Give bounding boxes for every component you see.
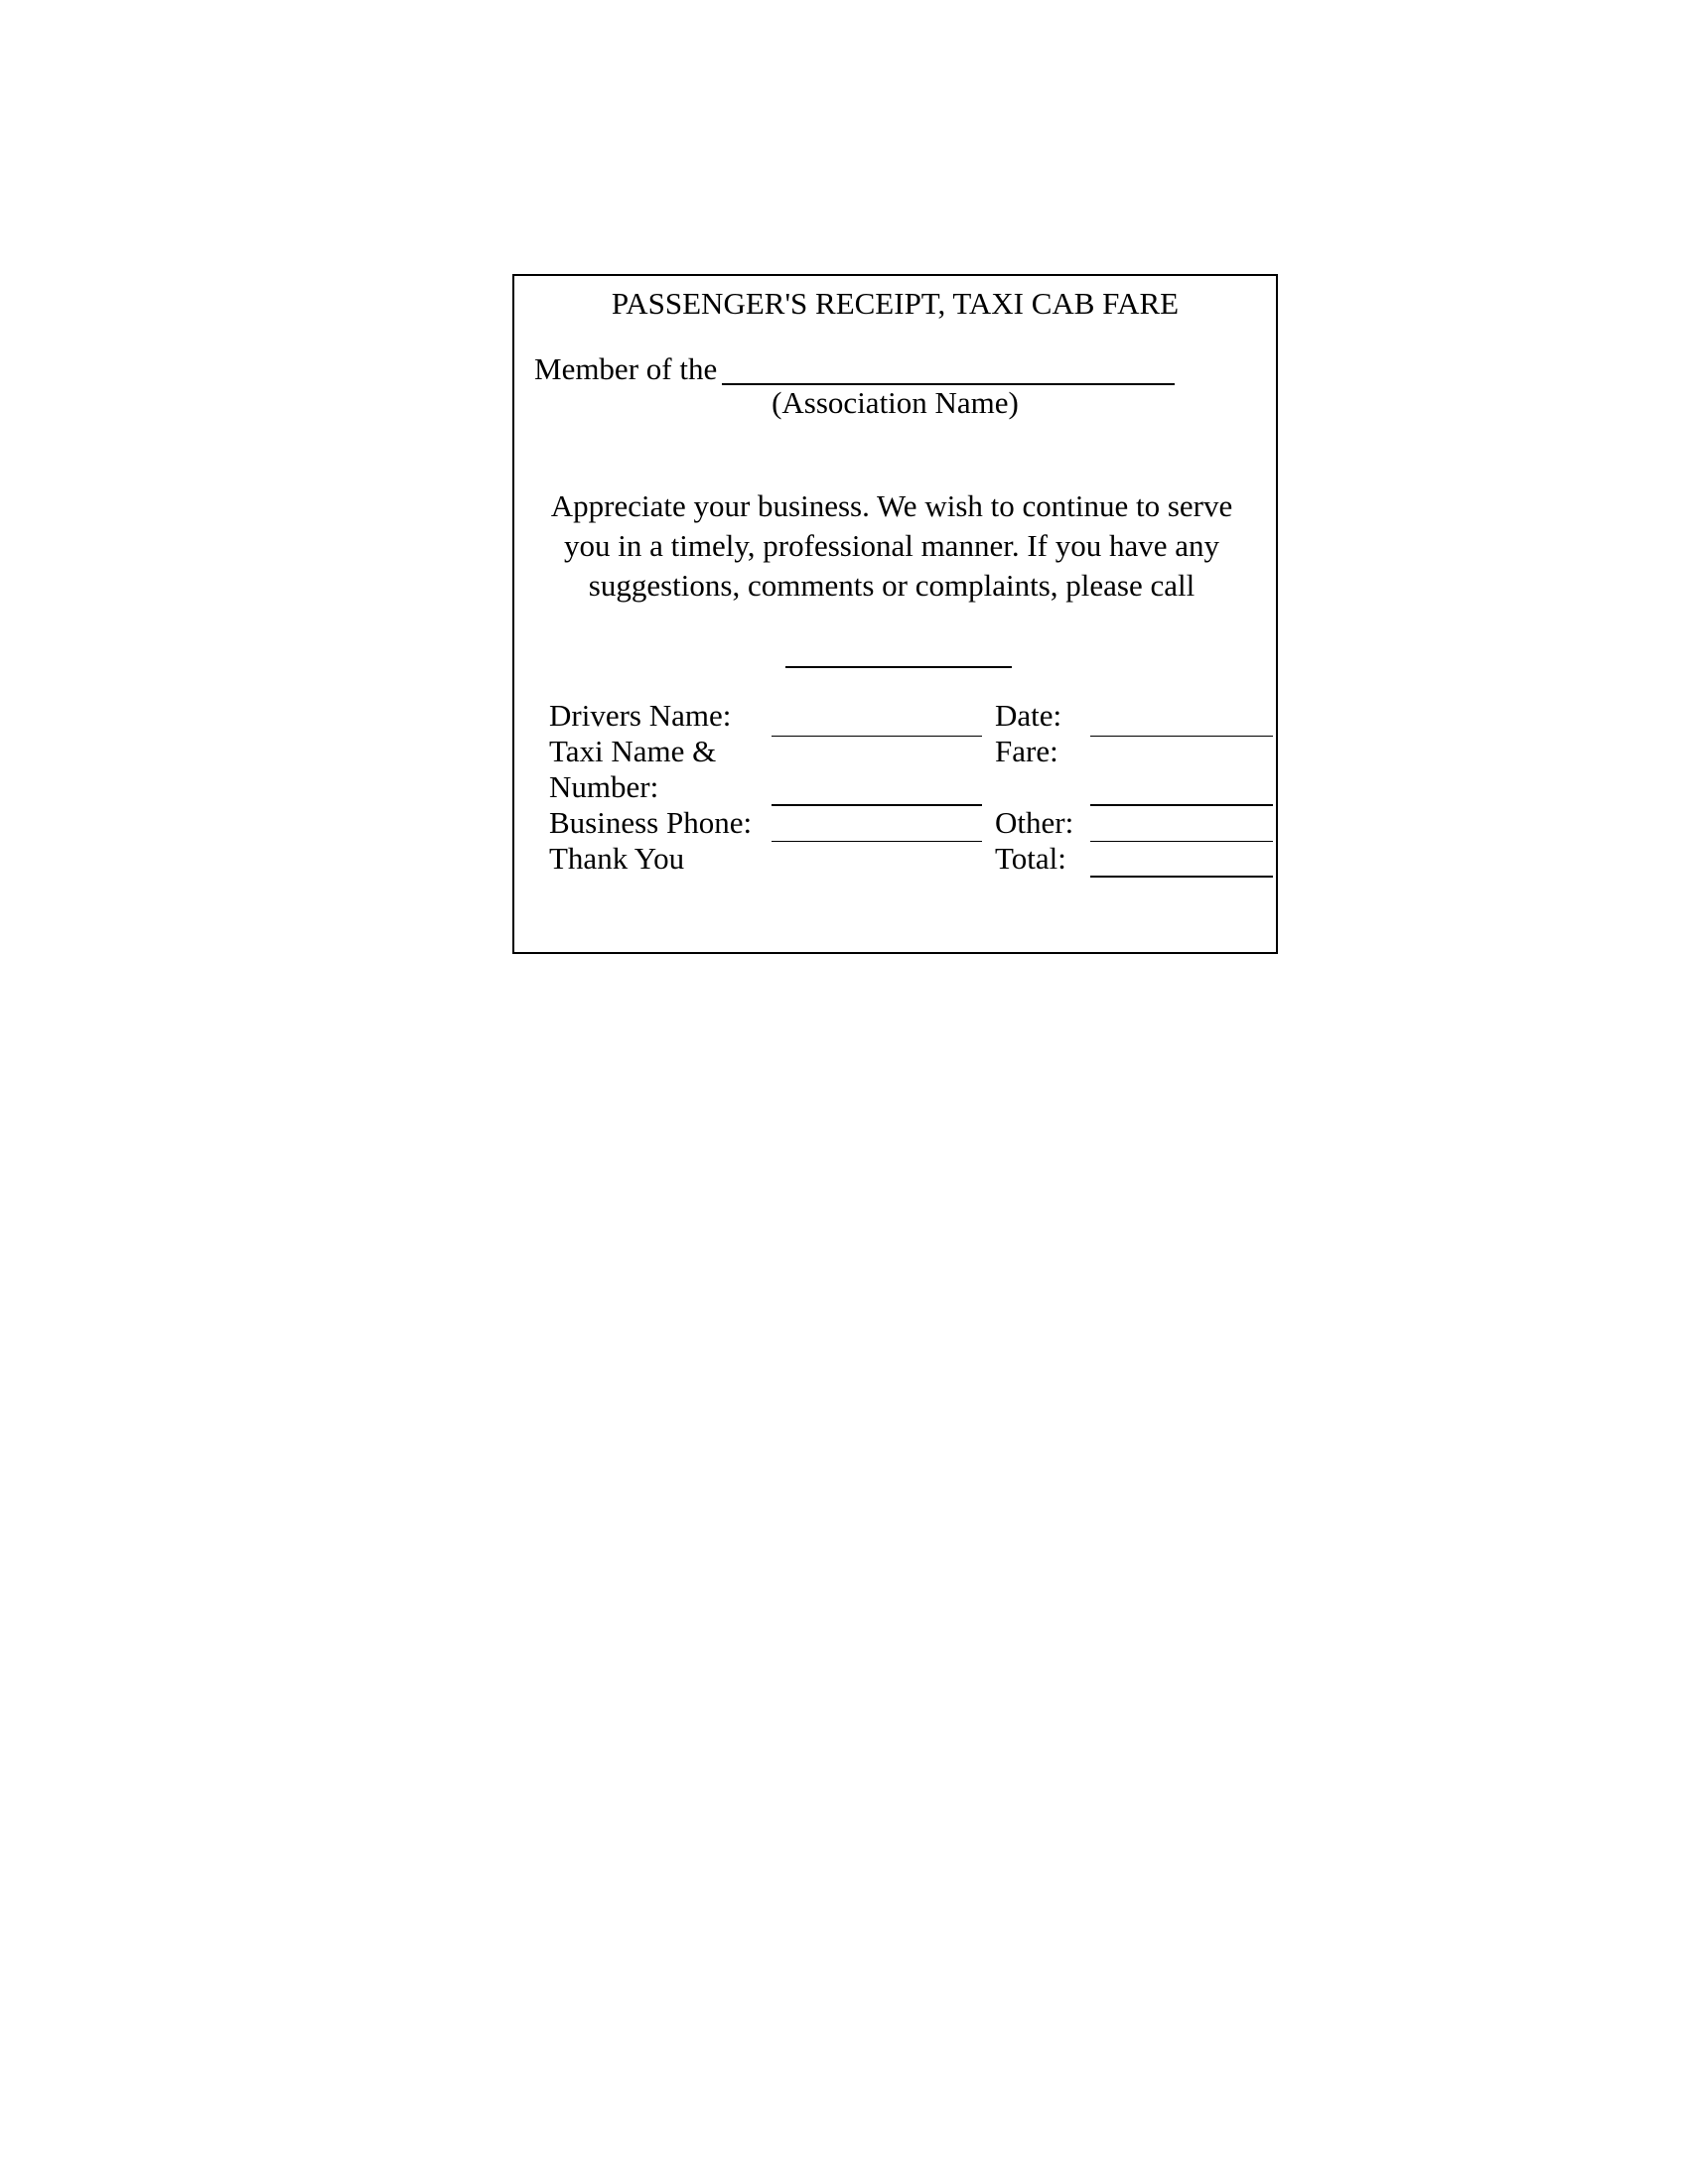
message-line: you in a timely, professional manner. If you have any — [563, 528, 1219, 563]
member-of-label: Member of the — [534, 351, 718, 386]
date-blank[interactable] — [1090, 736, 1273, 737]
drivers-name-blank[interactable] — [772, 736, 982, 737]
total-blank[interactable] — [1090, 876, 1273, 878]
association-name-caption: (Association Name) — [772, 385, 1019, 420]
appreciation-message — [544, 486, 1239, 606]
thank-you-text: Thank You — [549, 841, 685, 876]
other-label: Other: — [995, 805, 1074, 840]
taxi-name-label: Taxi Name & — [549, 734, 717, 768]
taxi-number-label: Number: — [549, 769, 659, 804]
total-label: Total: — [995, 841, 1066, 876]
fare-label: Fare: — [995, 734, 1058, 768]
fare-blank[interactable] — [1090, 804, 1273, 806]
taxi-name-number-blank[interactable] — [772, 804, 982, 806]
other-blank[interactable] — [1090, 841, 1273, 842]
date-label: Date: — [995, 698, 1062, 733]
complaint-phone-blank[interactable] — [785, 666, 1012, 668]
drivers-name-label: Drivers Name: — [549, 698, 732, 733]
business-phone-label: Business Phone: — [549, 805, 753, 840]
taxi-receipt-form — [512, 274, 1278, 954]
receipt-title: PASSENGER'S RECEIPT, TAXI CAB FARE — [611, 286, 1180, 321]
message-line: Appreciate your business. We wish to continue to serve — [550, 488, 1233, 523]
message-line: suggestions, comments or complaints, please call — [588, 568, 1196, 603]
business-phone-blank[interactable] — [772, 841, 982, 842]
